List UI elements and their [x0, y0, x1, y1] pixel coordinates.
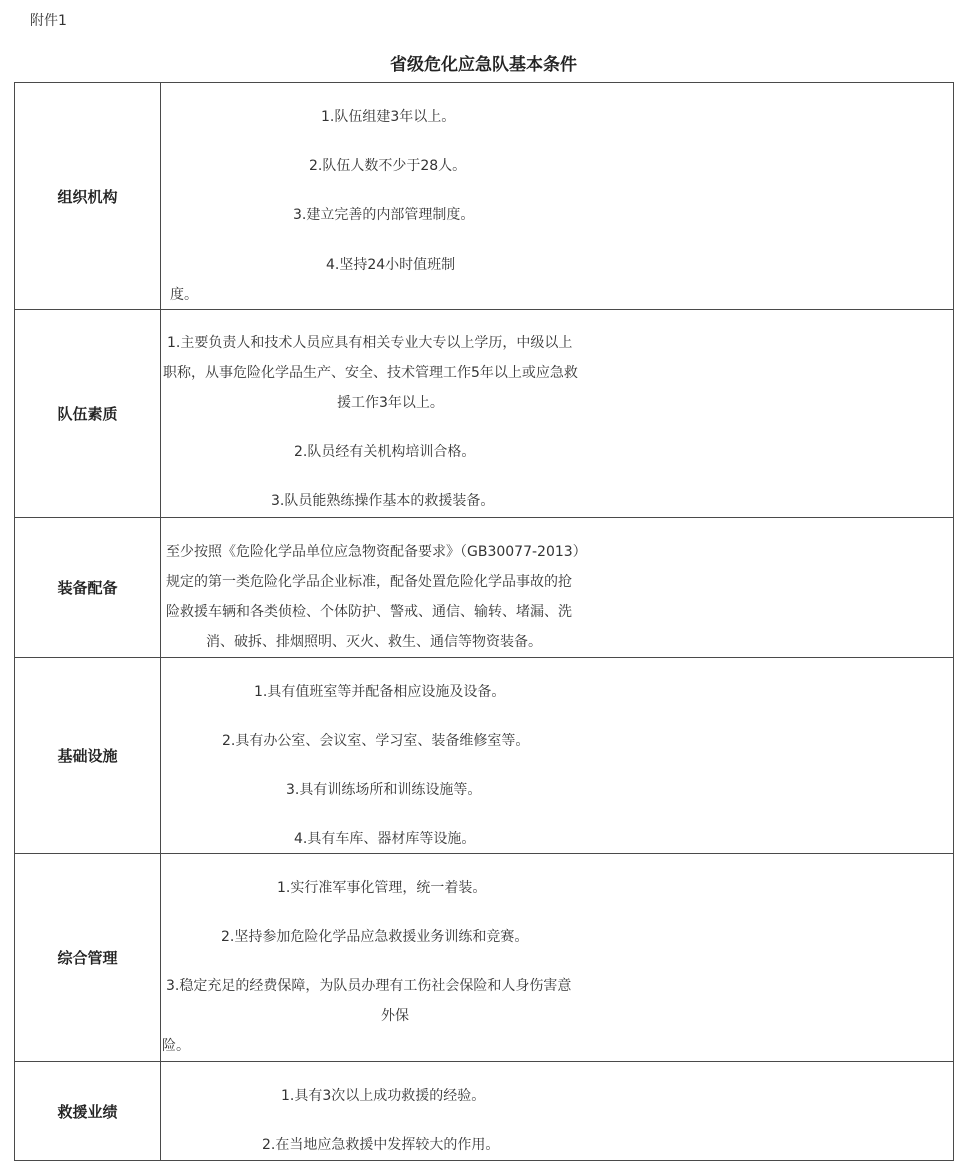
content-line: 3.队员能熟练操作基本的救援装备。 — [271, 493, 495, 509]
content-line: 2.在当地应急救援中发挥较大的作用。 — [262, 1137, 500, 1153]
category-cell: 救援业绩 — [15, 1062, 161, 1161]
content-line: 3.具有训练场所和训练设施等。 — [286, 782, 482, 798]
table-row — [15, 518, 954, 658]
content-line: 1.具有3次以上成功救援的经验。 — [281, 1088, 486, 1104]
content-line: 外保 — [381, 1008, 409, 1024]
content-line: 3.建立完善的内部管理制度。 — [293, 207, 475, 223]
content-line: 4.坚持24小时值班制 — [326, 257, 456, 273]
content-line: 1.主要负责人和技术人员应具有相关专业大专以上学历，中级以上 — [167, 335, 573, 351]
content-cell — [161, 310, 954, 518]
content-line: 消、破拆、排烟照明、灭火、救生、通信等物资装备。 — [206, 634, 542, 650]
content-line: 2.队员经有关机构培训合格。 — [294, 444, 476, 460]
content-cell — [161, 854, 954, 1062]
category-cell: 装备配备 — [15, 518, 161, 658]
content-line: 1.实行准军事化管理，统一着装。 — [277, 880, 487, 896]
content-line: 度。 — [170, 287, 198, 303]
category-cell: 队伍素质 — [15, 310, 161, 518]
content-line: 2.坚持参加危险化学品应急救援业务训练和竞赛。 — [221, 929, 529, 945]
table-row — [15, 83, 954, 310]
content-cell — [161, 658, 954, 854]
content-line: 援工作3年以上。 — [337, 395, 444, 411]
content-line: 至少按照《危险化学品单位应急物资配备要求》（GB30077-2013） — [166, 544, 587, 560]
content-line: 规定的第一类危险化学品企业标准，配备处置危险化学品事故的抢 — [166, 574, 572, 590]
document-title: 省级危化应急队基本条件 — [390, 55, 577, 75]
table-row — [15, 658, 954, 854]
category-cell: 组织机构 — [15, 83, 161, 310]
content-cell — [161, 518, 954, 658]
content-cell — [161, 83, 954, 310]
table-row — [15, 854, 954, 1062]
table-row — [15, 1062, 954, 1161]
content-cell — [161, 1062, 954, 1161]
conditions-table — [14, 82, 954, 1161]
content-line: 职称，从事危险化学品生产、安全、技术管理工作5年以上或应急救 — [163, 365, 578, 381]
content-line: 险救援车辆和各类侦检、个体防护、警戒、通信、输转、堵漏、洗 — [166, 604, 572, 620]
content-line: 2.队伍人数不少于28人。 — [309, 158, 467, 174]
content-line: 4.具有车库、器材库等设施。 — [294, 831, 476, 847]
content-line: 2.具有办公室、会议室、学习室、装备维修室等。 — [222, 733, 530, 749]
attachment-label: 附件1 — [30, 13, 67, 29]
content-line: 3.稳定充足的经费保障，为队员办理有工伤社会保险和人身伤害意 — [166, 978, 572, 994]
category-cell: 综合管理 — [15, 854, 161, 1062]
content-line: 险。 — [162, 1038, 190, 1054]
content-line: 1.队伍组建3年以上。 — [321, 109, 456, 125]
content-line: 1.具有值班室等并配备相应设施及设备。 — [254, 684, 506, 700]
table-row — [15, 310, 954, 518]
category-cell: 基础设施 — [15, 658, 161, 854]
